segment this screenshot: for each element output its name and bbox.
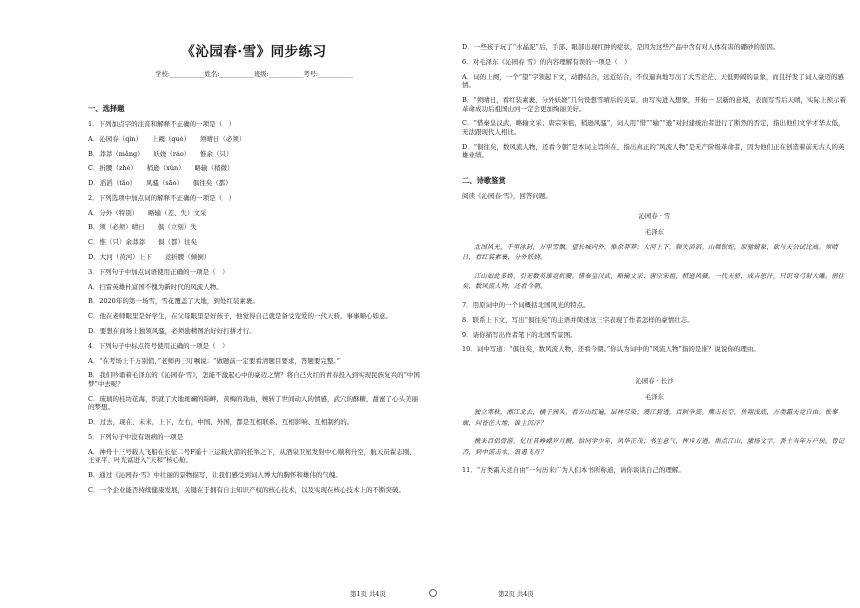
page-fold-circle-icon [429,589,437,597]
option-line: B．通过《沁园春·雪》中壮丽的景物描写，让我们感受到词人博大的胸怀和雄伟的气魄。 [88,470,342,479]
option-line: D．一些孩子玩了“水晶泥”后，手部、眼部出现红肿的症状，是因为这些产品中含有对人体有害的硼砂的原因。 [462,43,780,51]
option-line: D．滔滔（tāo） 风骚（sāo） 俱往矣（都） [88,179,232,188]
page-2 [430,0,860,608]
option-line: C．琉璃的桂坊花海，织就了大地斑斓的锦衅，黄梅的戏曲，婉转了世间动人的情感，武穴的酥糖，甜蜜了心头美丽的梦想。 [88,394,418,412]
document-title: 《沁园春·雪》同步练习 [181,44,327,60]
question-line: 9．请你描写出作者笔下的北国雪景图。 [462,330,577,339]
option-line: C．“惜秦皇汉武，略输文采；唐宗宋祖，稍逊风骚”，词人用“惜”“输”“逊”对封建统治者进行了断然的否定，指出他们文学才华太低，无法跟现代人相比。 [462,119,845,136]
poem-title-changsha: 沁园春 · 长沙 [635,376,674,385]
question-line: 8．联系上下文，写出“俱往矣”的主语并简述这三字表现了作者怎样的豪情壮志。 [462,315,694,324]
student-info-line: 学校:___________姓名:___________班级:___________考号:___________ [155,71,353,78]
option-line: A．词的上阕，一个“望”字领起下文，动静结合，远近结合，不仅逼真地写出了大雪茫茫、天低野阔的景象，而且抒发了词人豪迈的感情。 [462,72,844,90]
option-line: A．分外（特别） 略输（差、失）文采 [88,208,207,217]
option-line: B．“须晴日，看红装素裹，分外妖娆”几句设想雪晴后的美景，由写实进入想象，开拓一 层新的意境，表面写雪后天晴，实际上预示着革命成功后祖国山河一定会更加绚丽美好。 [462,95,846,113]
poem-stanza: 独立寒秋，湘江北去，橘子洲头。看万山红遍，层林尽染；漫江碧透，百舸争流。鹰击长空，鱼翔浅底，万类霜天竞自由。怅寥廓，问苍茫大地，谁主沉浮？ [462,408,838,427]
question-line: 1．下列加点字的注音和解释不正确的一项是（ ） [88,120,236,128]
section-heading-poetry: 二、诗歌鉴赏 [462,176,506,186]
poem-title-snow: 沁园春 · 雪 [638,211,671,220]
option-line: D．大河（黄河）上下 竞折腰（倾倒） [88,253,211,262]
question-line: 3．下列句子中加点词语使用正确的一项是（ ） [88,267,229,276]
question-line: 5．下列句子中没有语病的一项是 [88,432,184,441]
question-line: 7．用原词中的一个词概括北国风光的特点。 [462,301,590,310]
page-footer-2: 第2页 共4页 [498,590,534,598]
poem-stanza: 北国风光，千里冰封，万里雪飘。望长城内外，惟余莽莽；大河上下，顿失滔滔。山舞银蛇，原驰蜡象，欲与天公试比高。须晴日，看红装素裹，分外妖娆。 [462,243,838,262]
question-line: 6．对毛泽东《沁园春 雪》的内容理解有误的一项是（ ） [462,57,631,66]
question-line: 2．下列选项中加点词的解释不正确的一项是（ ） [88,193,236,202]
question-line: 11．“万类霜天竞自由”一句历来广为人们本书所称道，请你谈谈自己的理解。 [462,466,685,475]
option-line: A．神舟十三号载人飞船在长征二号F遥十三运载火箭的托举之下，从酒泉卫星发射中心顺利升空，航天员翟志刚、王亚平、叶光富进入“天和”核心舱。 [88,447,416,465]
poem-stanza: 江山如此多娇，引无数英雄竞折腰。惜秦皇汉武，略输文采；唐宗宋祖，稍逊风骚。一代天骄，成吉思汗，只识弯弓射大雕。俱往矣，数风流人物，还看今朝。 [462,272,845,291]
page-footer-1: 第1页 共4页 [350,590,386,598]
poem-author: 毛泽东 [644,227,665,236]
option-line: D．“俱往矣，数风流人物，还看今朝”是本词主旨所在，指出真正的“风流人物”是无产阶级革命者，因为他们正在创造着前无古人的英雄业绩。 [462,142,845,160]
page-1-column [88,40,420,501]
option-line: A．扫雷英雄杜富国不愧为新时代的风流人物。 [88,282,223,291]
option-line: B．我们吟诵着毛泽东的《沁园春·雪》，怎能不激起心中的豪迈之情？将自己火红的青春投入到实现民族复兴的“中国梦”中去呢？ [88,371,420,388]
spacer [462,166,847,176]
option-line: A．“在考场上千万别慌，”老师再三叮嘱说：“做题前一定要看清题目要求，答题要完整。” [88,356,340,365]
option-line: C．惟（只）余莽莽 俱（都）往矣 [88,238,197,247]
option-line: B．莽莽（mǎng） 妖娆（ráo） 惟余（只） [88,149,233,158]
option-line: D．要想在商场上独领风骚，必须励精图治好好打拼才行。 [88,326,256,335]
option-line: B．2020年的第一场雪，雪花覆盖了大地，到处红装素裹。 [88,297,259,306]
question-line: 4．下列句子中标点符号使用正确的一项是（ ） [88,341,229,350]
option-line: A．沁园春（qìn） 上阙（què） 须晴日（必须） [88,134,246,143]
option-line: D．过去，现在、未来，上下、左右，中国、外国，都是互相联系、互相影响、互相制约的。 [88,418,354,427]
option-line: C．他在老师眼里是好学生，在父母眼里是好孩子，他觉得自己就是备受宠爱的一代天骄，事事顺心如意。 [88,312,392,321]
page-2-column [462,43,847,481]
poem-stanza: 携来百侣曾游，忆往昔峥嵘岁月稠。恰同学少年，风华正茂；书生意气，挥斥方遒。指点江山，激扬文字，粪土当年万户侯。曾记否，到中流击水，浪遏飞舟？ [462,438,845,456]
option-line: C．折腰（zhé） 稍逊（xùn） 略输（稍微） [88,164,234,173]
question-line: 10．词中写道：“俱往矣，数风流人物，还看今朝。”你认为词中的“风流人物”指的是谁？说说你的理由。 [462,345,760,354]
section-intro: 阅读《沁园春·雪》，回答问题。 [462,192,552,201]
option-line: B．须（必须）晴日 俱（立刻）失 [88,223,197,232]
section-heading-choice: 一、选择题 [88,104,125,113]
poem-author: 毛泽东 [644,392,665,401]
option-line: C．一个企业能否持续健康发展，关键在于拥有自主知识产权的核心技术，以及实现在核心技术上的不断突破。 [88,485,405,494]
